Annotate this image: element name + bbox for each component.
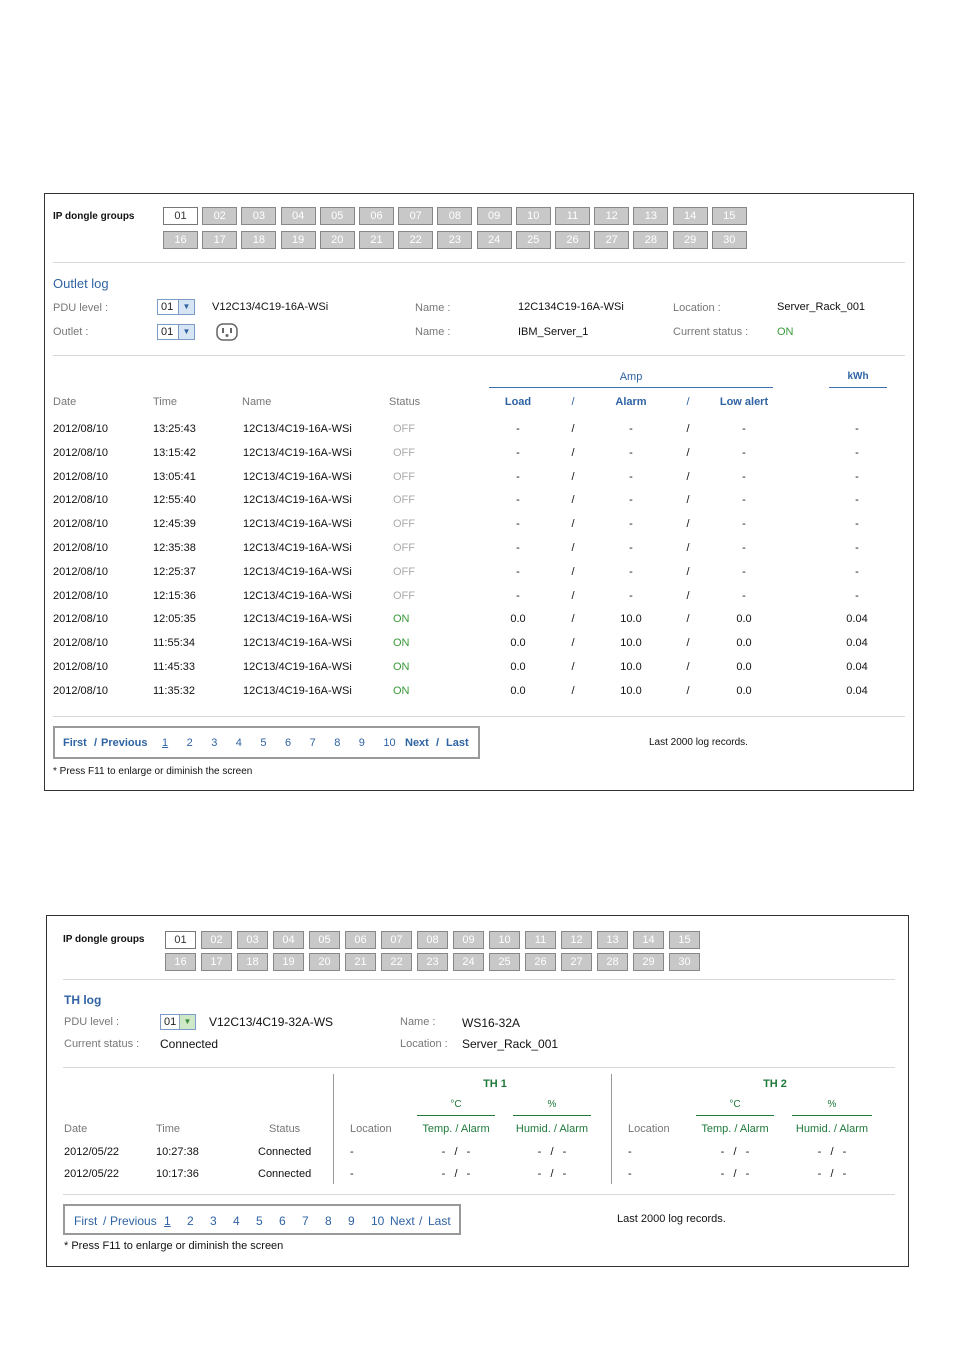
cell-sep: / bbox=[571, 494, 575, 507]
pdu-level-select[interactable]: 01 ▼ bbox=[157, 299, 195, 315]
cell-time: 12:25:37 bbox=[153, 565, 196, 578]
cell-low: 0.0 bbox=[736, 637, 752, 650]
group-button-24[interactable]: 24 bbox=[477, 231, 512, 249]
cell-load: - bbox=[516, 542, 520, 554]
pdu-name-value: 12C134C19-16A-WSi bbox=[518, 301, 624, 313]
group-button-17[interactable]: 17 bbox=[201, 953, 232, 971]
pdu-level-label: PDU level : bbox=[53, 302, 109, 314]
th-log-title: TH log bbox=[64, 993, 102, 1007]
group-button-08[interactable]: 08 bbox=[417, 931, 448, 949]
group-button-29[interactable]: 29 bbox=[673, 231, 708, 249]
cell-kwh: 0.04 bbox=[846, 661, 868, 673]
group-button-07[interactable]: 07 bbox=[381, 931, 412, 949]
group-button-22[interactable]: 22 bbox=[398, 231, 433, 249]
cell-load: - bbox=[516, 494, 520, 507]
outlet-select[interactable]: 01 ▼ bbox=[157, 324, 195, 340]
th1-header: TH 1 bbox=[483, 1078, 507, 1090]
first-page-link[interactable]: First bbox=[74, 1214, 98, 1228]
page-link-1[interactable]: 1 bbox=[162, 737, 169, 749]
page-link-7[interactable]: 7 bbox=[309, 737, 316, 749]
cell-date: 2012/08/10 bbox=[53, 470, 109, 483]
cell-sep: / bbox=[686, 446, 690, 459]
cell-kwh: 0.04 bbox=[846, 613, 868, 626]
records-note: Last 2000 log records. bbox=[617, 1213, 726, 1225]
cell-name: 12C13/4C19-16A-WSi bbox=[243, 518, 352, 531]
group-button-07[interactable]: 07 bbox=[398, 207, 433, 225]
cell-load: - bbox=[516, 470, 520, 483]
group-button-13[interactable]: 13 bbox=[597, 931, 628, 949]
group-button-24[interactable]: 24 bbox=[453, 953, 484, 971]
cell-time: 13:25:43 bbox=[153, 423, 196, 435]
cell-time: 12:35:38 bbox=[153, 542, 196, 554]
cell-sep: / bbox=[686, 637, 690, 650]
cell-temp1: - / - bbox=[441, 1168, 471, 1180]
group-button-30[interactable]: 30 bbox=[669, 953, 700, 971]
cell-name: 12C13/4C19-16A-WSi bbox=[243, 589, 352, 602]
group-button-01[interactable]: 01 bbox=[165, 931, 196, 949]
group-button-09[interactable]: 09 bbox=[453, 931, 484, 949]
location-label: Location : bbox=[400, 1038, 448, 1050]
group-button-02[interactable]: 02 bbox=[201, 931, 232, 949]
group-button-09[interactable]: 09 bbox=[477, 207, 512, 225]
group-button-15[interactable]: 15 bbox=[712, 207, 747, 225]
col-location-th1: Location bbox=[350, 1123, 392, 1135]
page-link-6[interactable]: 6 bbox=[279, 1214, 286, 1228]
cell-time: 11:45:33 bbox=[153, 661, 196, 673]
cell-loc1: - bbox=[350, 1168, 354, 1180]
cell-hum1: - / - bbox=[537, 1146, 567, 1158]
cell-hum2: - / - bbox=[817, 1168, 847, 1180]
ip-dongle-groups-label: IP dongle groups bbox=[63, 934, 145, 945]
group-button-23[interactable]: 23 bbox=[437, 231, 472, 249]
group-button-14[interactable]: 14 bbox=[673, 207, 708, 225]
group-button-27[interactable]: 27 bbox=[594, 231, 629, 249]
name-value: WS16-32A bbox=[462, 1016, 521, 1030]
cell-load: - bbox=[516, 446, 520, 459]
group-button-06[interactable]: 06 bbox=[359, 207, 394, 225]
kwh-header: kWh bbox=[847, 371, 869, 382]
page-link-5[interactable]: 5 bbox=[256, 1214, 263, 1228]
cell-sep: / bbox=[571, 613, 575, 626]
cell-alarm: 10.0 bbox=[620, 684, 642, 697]
cell-sep: / bbox=[571, 637, 575, 650]
col-sep: / bbox=[686, 396, 690, 408]
group-button-14[interactable]: 14 bbox=[633, 931, 664, 949]
cell-sep: / bbox=[571, 589, 575, 602]
cell-load: - bbox=[516, 565, 520, 578]
group-button-25[interactable]: 25 bbox=[516, 231, 551, 249]
cell-load: 0.0 bbox=[510, 684, 526, 697]
records-note: Last 2000 log records. bbox=[649, 737, 748, 748]
cell-date: 2012/08/10 bbox=[53, 684, 109, 697]
cell-status: OFF bbox=[393, 542, 415, 554]
th1-percent: % bbox=[547, 1099, 557, 1110]
cell-sep: / bbox=[571, 565, 575, 578]
col-date: Date bbox=[53, 396, 77, 408]
cell-time: 12:45:39 bbox=[153, 518, 196, 531]
cell-sep: / bbox=[686, 518, 690, 531]
page-link-10[interactable]: 10 bbox=[371, 1214, 385, 1228]
page-link-7[interactable]: 7 bbox=[302, 1214, 309, 1228]
cell-time: 12:55:40 bbox=[153, 494, 196, 507]
group-button-20[interactable]: 20 bbox=[309, 953, 340, 971]
cell-temp1: - / - bbox=[441, 1146, 471, 1158]
col-status: Status bbox=[389, 396, 421, 408]
col-load: Load bbox=[504, 396, 532, 408]
page-link-2[interactable]: 2 bbox=[187, 1214, 194, 1228]
outlet-plug-icon bbox=[215, 322, 239, 342]
cell-date: 2012/08/10 bbox=[53, 589, 109, 602]
cell-sep: / bbox=[686, 565, 690, 578]
group-button-03[interactable]: 03 bbox=[237, 931, 268, 949]
chevron-down-icon: ▼ bbox=[178, 325, 194, 339]
page-link-10[interactable]: 10 bbox=[383, 737, 396, 749]
cell-sep: / bbox=[571, 470, 575, 483]
group-button-16[interactable]: 16 bbox=[163, 231, 198, 249]
page-link-8[interactable]: 8 bbox=[325, 1214, 332, 1228]
page-link-6[interactable]: 6 bbox=[285, 737, 292, 749]
last-page-link[interactable]: Last bbox=[428, 1214, 451, 1228]
page-link-4[interactable]: 4 bbox=[235, 737, 242, 749]
cell-low: - bbox=[742, 565, 746, 578]
current-status-label: Current status : bbox=[64, 1038, 140, 1050]
name-label: Name : bbox=[400, 1016, 436, 1028]
cell-status: OFF bbox=[393, 565, 415, 578]
cell-name: 12C13/4C19-16A-WSi bbox=[243, 661, 352, 673]
previous-page-link[interactable]: Previous bbox=[101, 737, 148, 749]
page-link-9[interactable]: 9 bbox=[348, 1214, 355, 1228]
cell-low: - bbox=[742, 494, 746, 507]
group-button-06[interactable]: 06 bbox=[345, 931, 376, 949]
outlet-log-title: Outlet log bbox=[53, 276, 109, 291]
cell-sep: / bbox=[571, 661, 575, 673]
cell-low: - bbox=[742, 589, 746, 602]
cell-low: - bbox=[742, 542, 746, 554]
cell-alarm: - bbox=[629, 423, 633, 435]
cell-time: 10:27:38 bbox=[156, 1146, 199, 1158]
group-button-29[interactable]: 29 bbox=[633, 953, 664, 971]
cell-time: 13:05:41 bbox=[153, 470, 196, 483]
cell-hum1: - / - bbox=[537, 1168, 567, 1180]
outlet-name-label: Name : bbox=[415, 326, 451, 338]
pager-slash: / bbox=[419, 1214, 423, 1228]
cell-status: Connected bbox=[258, 1146, 312, 1158]
page-link-4[interactable]: 4 bbox=[233, 1214, 240, 1228]
cell-low: 0.0 bbox=[736, 613, 752, 626]
cell-low: - bbox=[742, 518, 746, 531]
cell-kwh: - bbox=[855, 470, 859, 483]
cell-status: OFF bbox=[393, 494, 415, 507]
cell-sep: / bbox=[686, 542, 690, 554]
th2-header: TH 2 bbox=[763, 1078, 787, 1090]
cell-sep: / bbox=[571, 518, 575, 531]
cell-sep: / bbox=[571, 423, 575, 435]
chevron-down-icon: ▼ bbox=[178, 300, 194, 314]
cell-load: - bbox=[516, 518, 520, 531]
col-name: Name bbox=[242, 396, 272, 408]
cell-sep: / bbox=[571, 542, 575, 554]
th1-celsius: °C bbox=[450, 1099, 462, 1110]
page-link-3[interactable]: 3 bbox=[210, 1214, 217, 1228]
group-button-17[interactable]: 17 bbox=[202, 231, 237, 249]
cell-status: ON bbox=[393, 684, 410, 697]
next-page-link[interactable]: Next bbox=[390, 1214, 415, 1228]
cell-sep: / bbox=[686, 494, 690, 507]
col-sep: / bbox=[571, 396, 575, 408]
group-button-16[interactable]: 16 bbox=[165, 953, 196, 971]
previous-page-link[interactable]: Previous bbox=[110, 1214, 157, 1228]
group-button-11[interactable]: 11 bbox=[555, 207, 590, 225]
cell-kwh: - bbox=[855, 446, 859, 459]
outlet-name-value: IBM_Server_1 bbox=[518, 326, 589, 338]
cell-time: 10:17:36 bbox=[156, 1168, 199, 1180]
cell-date: 2012/08/10 bbox=[53, 542, 109, 554]
cell-date: 2012/08/10 bbox=[53, 423, 109, 435]
cell-alarm: - bbox=[629, 518, 633, 531]
cell-name: 12C13/4C19-16A-WSi bbox=[243, 613, 352, 626]
cell-date: 2012/05/22 bbox=[64, 1146, 120, 1158]
cell-date: 2012/08/10 bbox=[53, 565, 109, 578]
cell-time: 11:55:34 bbox=[153, 637, 196, 650]
cell-name: 12C13/4C19-16A-WSi bbox=[243, 470, 352, 483]
group-button-22[interactable]: 22 bbox=[381, 953, 412, 971]
cell-alarm: 10.0 bbox=[620, 613, 642, 626]
first-page-link[interactable]: First bbox=[63, 737, 87, 749]
group-button-05[interactable]: 05 bbox=[309, 931, 340, 949]
cell-low: - bbox=[742, 470, 746, 483]
cell-date: 2012/08/10 bbox=[53, 494, 109, 507]
cell-status: OFF bbox=[393, 589, 415, 602]
group-button-03[interactable]: 03 bbox=[241, 207, 276, 225]
cell-name: 12C13/4C19-16A-WSi bbox=[243, 446, 352, 459]
cell-temp2: - / - bbox=[720, 1168, 750, 1180]
group-button-20[interactable]: 20 bbox=[320, 231, 355, 249]
col-date: Date bbox=[64, 1123, 88, 1135]
group-button-02[interactable]: 02 bbox=[202, 207, 237, 225]
ip-dongle-groups-label: IP dongle groups bbox=[53, 211, 135, 222]
group-button-10[interactable]: 10 bbox=[516, 207, 551, 225]
page-link-8[interactable]: 8 bbox=[334, 737, 341, 749]
group-button-26[interactable]: 26 bbox=[555, 231, 590, 249]
current-status-value: ON bbox=[777, 326, 794, 338]
cell-alarm: - bbox=[629, 542, 633, 554]
group-button-28[interactable]: 28 bbox=[633, 231, 668, 249]
cell-status: OFF bbox=[393, 518, 415, 531]
cell-status: OFF bbox=[393, 446, 415, 459]
cell-date: 2012/08/10 bbox=[53, 613, 109, 626]
group-button-13[interactable]: 13 bbox=[633, 207, 668, 225]
cell-date: 2012/08/10 bbox=[53, 518, 109, 531]
amp-header: Amp bbox=[619, 371, 643, 383]
pagination bbox=[63, 1204, 461, 1235]
col-temp-alarm-th1: Temp. / Alarm bbox=[422, 1123, 490, 1135]
name-label: Name : bbox=[415, 302, 451, 314]
cell-kwh: - bbox=[855, 494, 859, 507]
pagination bbox=[53, 726, 480, 759]
group-button-12[interactable]: 12 bbox=[594, 207, 629, 225]
cell-kwh: - bbox=[855, 423, 859, 435]
group-button-11[interactable]: 11 bbox=[525, 931, 556, 949]
group-button-10[interactable]: 10 bbox=[489, 931, 520, 949]
col-location-th2: Location bbox=[628, 1123, 670, 1135]
cell-load: 0.0 bbox=[510, 613, 526, 626]
col-humid-alarm-th2: Humid. / Alarm bbox=[795, 1123, 869, 1135]
cell-load: 0.0 bbox=[510, 661, 526, 673]
th2-celsius: °C bbox=[729, 1099, 741, 1110]
group-button-04[interactable]: 04 bbox=[281, 207, 316, 225]
cell-kwh: 0.04 bbox=[846, 637, 868, 650]
outlet-label: Outlet : bbox=[53, 326, 89, 338]
pdu-model: V12C13/4C19-16A-WSi bbox=[212, 301, 329, 313]
cell-sep: / bbox=[686, 684, 690, 697]
cell-low: 0.0 bbox=[736, 684, 752, 697]
cell-kwh: - bbox=[855, 565, 859, 578]
cell-kwh: - bbox=[855, 542, 859, 554]
cell-date: 2012/08/10 bbox=[53, 661, 109, 673]
cell-loc2: - bbox=[628, 1168, 632, 1180]
cell-kwh: 0.04 bbox=[846, 684, 868, 697]
cell-alarm: - bbox=[629, 470, 633, 483]
group-button-08[interactable]: 08 bbox=[437, 207, 472, 225]
col-low-alert: Low alert bbox=[719, 396, 769, 408]
cell-date: 2012/08/10 bbox=[53, 446, 109, 459]
last-page-link[interactable]: Last bbox=[446, 737, 469, 749]
location-value: Server_Rack_001 bbox=[777, 301, 866, 313]
pdu-level-label: PDU level : bbox=[64, 1016, 120, 1028]
group-button-05[interactable]: 05 bbox=[320, 207, 355, 225]
cell-name: 12C13/4C19-16A-WSi bbox=[243, 542, 352, 554]
page-link-9[interactable]: 9 bbox=[358, 737, 365, 749]
cell-sep: / bbox=[686, 423, 690, 435]
col-humid-alarm-th1: Humid. / Alarm bbox=[515, 1123, 589, 1135]
group-button-18[interactable]: 18 bbox=[237, 953, 268, 971]
chevron-down-icon: ▼ bbox=[179, 1015, 195, 1029]
cell-temp2: - / - bbox=[720, 1146, 750, 1158]
cell-loc2: - bbox=[628, 1146, 632, 1158]
cell-load: - bbox=[516, 589, 520, 602]
cell-alarm: - bbox=[629, 565, 633, 578]
page-link-1[interactable]: 1 bbox=[164, 1214, 171, 1228]
group-button-19[interactable]: 19 bbox=[281, 231, 316, 249]
cell-loc1: - bbox=[350, 1146, 354, 1158]
cell-alarm: - bbox=[629, 446, 633, 459]
cell-load: - bbox=[516, 423, 520, 435]
location-label: Location : bbox=[673, 302, 721, 314]
next-page-link[interactable]: Next bbox=[405, 737, 429, 749]
cell-sep: / bbox=[686, 661, 690, 673]
cell-name: 12C13/4C19-16A-WSi bbox=[243, 637, 352, 650]
cell-sep: / bbox=[686, 613, 690, 626]
col-temp-alarm-th2: Temp. / Alarm bbox=[701, 1123, 769, 1135]
cell-alarm: 10.0 bbox=[620, 637, 642, 650]
col-status: Status bbox=[269, 1123, 301, 1135]
cell-status: ON bbox=[393, 637, 410, 650]
group-button-12[interactable]: 12 bbox=[561, 931, 592, 949]
col-time: Time bbox=[153, 396, 178, 408]
group-button-28[interactable]: 28 bbox=[597, 953, 628, 971]
location-value: Server_Rack_001 bbox=[462, 1037, 559, 1051]
cell-alarm: 10.0 bbox=[620, 661, 642, 673]
cell-low: - bbox=[742, 423, 746, 435]
cell-sep: / bbox=[571, 684, 575, 697]
cell-time: 13:15:42 bbox=[153, 446, 196, 459]
cell-status: OFF bbox=[393, 423, 415, 435]
th2-percent: % bbox=[827, 1099, 837, 1110]
cell-status: OFF bbox=[393, 470, 415, 483]
cell-name: 12C13/4C19-16A-WSi bbox=[243, 423, 352, 435]
cell-name: 12C13/4C19-16A-WSi bbox=[243, 565, 352, 578]
cell-alarm: - bbox=[629, 589, 633, 602]
page-link-2[interactable]: 2 bbox=[186, 737, 193, 749]
footnote: * Press F11 to enlarge or diminish the screen bbox=[53, 766, 253, 777]
page-link-5[interactable]: 5 bbox=[260, 737, 267, 749]
cell-low: - bbox=[742, 446, 746, 459]
group-button-18[interactable]: 18 bbox=[241, 231, 276, 249]
group-button-21[interactable]: 21 bbox=[345, 953, 376, 971]
group-button-27[interactable]: 27 bbox=[561, 953, 592, 971]
cell-status: ON bbox=[393, 613, 410, 626]
cell-name: 12C13/4C19-16A-WSi bbox=[243, 494, 352, 507]
cell-time: 12:15:36 bbox=[153, 589, 196, 602]
pdu-level-select[interactable]: 01 ▼ bbox=[160, 1014, 196, 1030]
cell-name: 12C13/4C19-16A-WSi bbox=[243, 684, 352, 697]
current-status-label: Current status : bbox=[673, 326, 749, 338]
cell-kwh: - bbox=[855, 589, 859, 602]
cell-date: 2012/08/10 bbox=[53, 637, 109, 650]
outlet-log-panel bbox=[44, 193, 914, 791]
group-button-15[interactable]: 15 bbox=[669, 931, 700, 949]
group-button-01[interactable]: 01 bbox=[163, 207, 198, 225]
col-alarm: Alarm bbox=[615, 396, 647, 408]
group-button-26[interactable]: 26 bbox=[525, 953, 556, 971]
cell-date: 2012/05/22 bbox=[64, 1168, 120, 1180]
pdu-model: V12C13/4C19-32A-WS bbox=[209, 1015, 334, 1029]
cell-load: 0.0 bbox=[510, 637, 526, 650]
cell-sep: / bbox=[686, 470, 690, 483]
col-time: Time bbox=[156, 1123, 181, 1135]
cell-hum2: - / - bbox=[817, 1146, 847, 1158]
group-button-19[interactable]: 19 bbox=[273, 953, 304, 971]
cell-sep: / bbox=[571, 446, 575, 459]
group-button-21[interactable]: 21 bbox=[359, 231, 394, 249]
pager-slash: / bbox=[94, 737, 98, 749]
group-button-04[interactable]: 04 bbox=[273, 931, 304, 949]
current-status-value: Connected bbox=[160, 1037, 219, 1051]
cell-sep: / bbox=[686, 589, 690, 602]
footnote: * Press F11 to enlarge or diminish the screen bbox=[64, 1240, 284, 1252]
group-button-23[interactable]: 23 bbox=[417, 953, 448, 971]
cell-low: 0.0 bbox=[736, 661, 752, 673]
cell-time: 12:05:35 bbox=[153, 613, 196, 626]
pager-slash: / bbox=[436, 737, 440, 749]
cell-alarm: - bbox=[629, 494, 633, 507]
th-log-panel bbox=[46, 915, 909, 1267]
group-button-30[interactable]: 30 bbox=[712, 231, 747, 249]
cell-kwh: - bbox=[855, 518, 859, 531]
page-link-3[interactable]: 3 bbox=[211, 737, 218, 749]
group-button-25[interactable]: 25 bbox=[489, 953, 520, 971]
cell-status: Connected bbox=[258, 1168, 312, 1180]
pager-slash: / bbox=[103, 1214, 107, 1228]
cell-time: 11:35:32 bbox=[153, 684, 196, 697]
cell-status: ON bbox=[393, 661, 410, 673]
